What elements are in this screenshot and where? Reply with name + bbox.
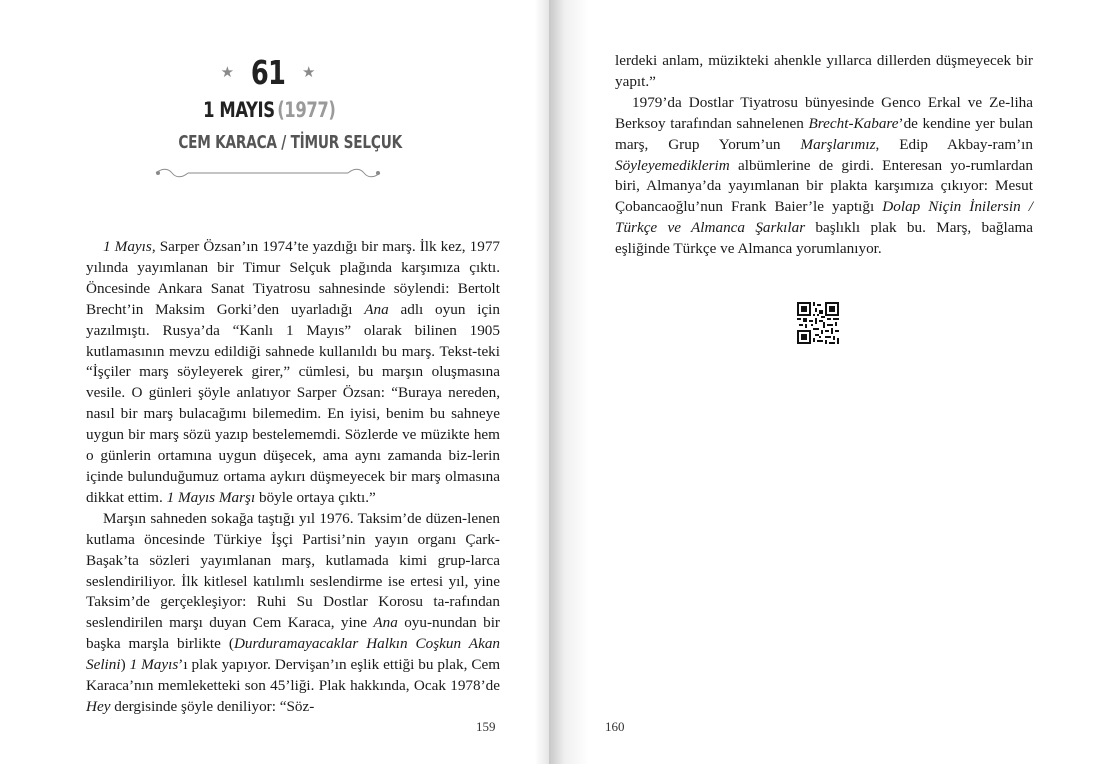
text-segment: oyu-nundan bir başka marşla birlikte ( bbox=[86, 614, 500, 653]
star-icon: ★ bbox=[301, 62, 316, 81]
right-body-text bbox=[615, 51, 1033, 260]
text-segment: böyle ortaya çıktı.” bbox=[255, 488, 376, 506]
italic-text: Ana bbox=[364, 300, 389, 318]
text-segment: Marşın sahneden sokağa taştığı yıl 1976. Taksim’de düzen-lenen kutlama öncesinde Türkiye İşçi Partisi’nin yayın organı Çark-Başak’ta sözleri yayımlanan marş, kutlamada kimi grup-larca seslendiriliyor. İlk kitlesel katılımlı seslendirme ise ertesi yıl, yine Taksim’de gerçekleşiyor: Ruhi Su Dostlar Korosu ta-rafından seslendirilen marşı duyan Cem Karaca, yine bbox=[86, 509, 500, 632]
italic-text: 1 Mayıs bbox=[129, 656, 179, 674]
left-body-text bbox=[86, 237, 500, 718]
text-segment: 1979’da Dostlar Tiyatrosu bünyesinde Genco Erkal ve Ze-liha Berksoy tarafından sahnelenen bbox=[615, 93, 1033, 132]
italic-text: 1 Mayıs bbox=[103, 238, 152, 255]
italic-text: Brecht-Kabare bbox=[808, 114, 899, 132]
page-number: 159 bbox=[476, 719, 496, 734]
text-segment: ) bbox=[120, 656, 130, 674]
ornament-divider-icon bbox=[150, 166, 386, 178]
text-segment: ’de kendine yer bulan marş, Grup Yorum’un bbox=[615, 114, 1033, 153]
italic-text: 1 Mayıs Marşı bbox=[166, 488, 256, 506]
text-segment: dergisinde şöyle deniliyor: “Söz- bbox=[110, 697, 315, 715]
qr-code-icon[interactable] bbox=[797, 302, 839, 344]
italic-text: Marşlarımız bbox=[800, 135, 876, 153]
paragraph bbox=[86, 509, 500, 718]
right-page bbox=[549, 0, 1098, 764]
text-segment: adlı oyun için yazılmıştı. Rusya’da “Kanlı 1 Mayıs” olarak bilinen 1905 kutlamasının mevzu edildiği sahnede kullanıldı bu marş. Tekst-teki “İşçiler marş söyleyerek girer,” cümlesi, bu marşın oluşmasına vesile. O günleri şöyle anlatıyor Sarper Özsan: “Buraya nereden, nasıl bir marş bulacağımı bilemedim. En iyisi, benim bu sahneye uygun bir marş sözü yazıp bestelememdi. Sözlerde ve müzikte hem o günlerin ortamına uygun düşecek, ama aynı zamanda biz-lerin içinde bulunduğumuz ortama aykırı düşmeyecek bir marş olmasına dikkat ettim. bbox=[86, 300, 500, 506]
gutter-shadow bbox=[535, 0, 549, 764]
italic-text: Hey bbox=[86, 697, 111, 715]
italic-text: Dolap Niçin İnilersin / Türkçe ve Almanca Şarkılar bbox=[615, 198, 1033, 237]
star-icon: ★ bbox=[220, 62, 235, 81]
text-segment: lerdeki anlam, müzikteki ahenkle yıllarca dillerden düşmeyecek bir yapıt.” bbox=[615, 52, 1033, 90]
paragraph bbox=[615, 51, 1033, 93]
chapter-number-row bbox=[150, 52, 386, 92]
chapter-number: 61 bbox=[250, 52, 286, 92]
text-segment: albümlerine de girdi. Enteresan yo-rumlardan biri, Almanya’da yayımlanan bir plakta karşımıza çıkıyor: Mesut Çobancaoğlu’nun Frank Baier’le yaptığı bbox=[615, 156, 1033, 216]
italic-text: Söyleyemediklerim bbox=[615, 156, 730, 174]
paragraph bbox=[86, 237, 500, 509]
text-segment: , Sarper Özsan’ın 1974’te yazdığı bir marş. İlk kez, 1977 yılında yayımlanan bir Timur Selçuk plağında karşımıza çıktı. Öncesinde Ankara Sanat Tiyatrosu sahnesinde söylendi: Bertolt Brecht’in Maksim Gorki’den uyarladığı bbox=[86, 238, 501, 318]
song-title: 1 MAYIS bbox=[202, 98, 275, 122]
song-title-row bbox=[150, 98, 386, 124]
gutter-shadow bbox=[549, 0, 589, 764]
paragraph bbox=[615, 93, 1033, 260]
text-segment: , Edip Akbay-ram’ın bbox=[875, 135, 1033, 153]
text-segment: ’ı plak yapıyor. Dervişan’ın eşlik ettiği bu plak, Cem Karaca’nın memleketteki son 45’liği. Plak hakkında, Ocak 1978’de bbox=[86, 656, 501, 695]
song-year: (1977) bbox=[276, 98, 335, 122]
text-segment: başlıklı plak bu. Marş, bağlama eşliğinde Türkçe ve Almanca yorumlanıyor. bbox=[615, 219, 1033, 258]
italic-text: Ana bbox=[373, 614, 398, 632]
page-number: 160 bbox=[605, 719, 625, 734]
artists-line: CEM KARACA / TİMUR SELÇUK bbox=[178, 132, 402, 153]
chapter-heading bbox=[150, 52, 402, 178]
italic-text: Durduramayacaklar Halkın Coşkun Akan Selini bbox=[86, 635, 501, 674]
